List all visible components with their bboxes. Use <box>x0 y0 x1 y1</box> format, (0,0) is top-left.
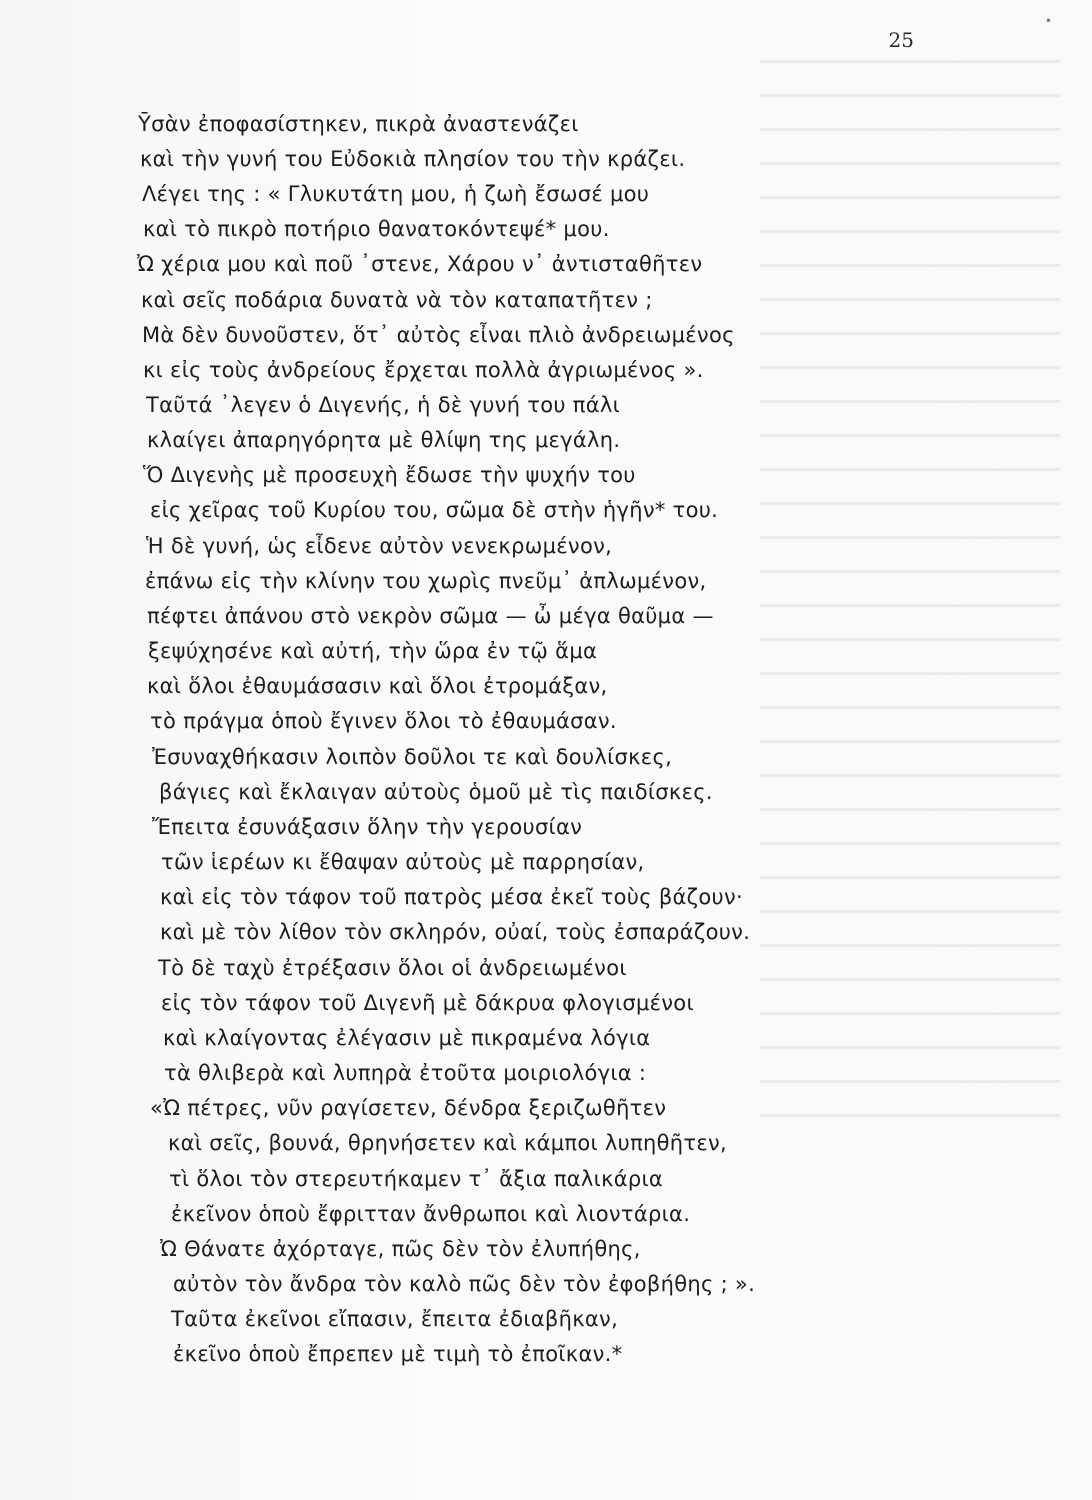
poem-line: κι εἰς τοὺς ἀνδρείους ἔρχεται πολλὰ ἀγριωμένος ». <box>143 358 704 382</box>
poem-line: ἐπάνω εἰς τὴν κλίνην του χωρὶς πνεῦμ᾽ ἀπλωμένον, <box>145 569 707 593</box>
poem-line: Λέγει της : « Γλυκυτάτη μου, ἡ ζωὴ ἔσωσέ μου <box>142 182 650 206</box>
corner-mark: • <box>1044 14 1052 28</box>
poem-line: «Ὠ πέτρες, νῦν ραγίσετεν, δένδρα ξεριζωθῆτεν <box>150 1096 667 1120</box>
poem-line: βάγιες καὶ ἔκλαιγαν αὐτοὺς ὁμοῦ μὲ τὶς παιδίσκες. <box>159 780 713 804</box>
poem-line: Ταῦτα ἐκεῖνοι εἴπασιν, ἔπειτα ἐδιαβῆκαν, <box>171 1307 619 1331</box>
poem-line: τὰ θλιβερὰ καὶ λυπηρὰ ἐτοῦτα μοιριολόγια : <box>164 1061 647 1085</box>
poem-line: καὶ κλαίγοντας ἐλέγασιν μὲ πικραμένα λόγια <box>163 1026 651 1050</box>
poem-line: καὶ ὅλοι ἐθαυμάσασιν καὶ ὅλοι ἐτρομάξαν, <box>147 674 608 698</box>
poem-line: τῶν ἱερέων κι ἔθαψαν αὐτοὺς μὲ παρρησίαν, <box>161 850 645 874</box>
poem-line: τὸ πράγμα ὁποὺ ἔγινεν ὅλοι τὸ ἐθαυμάσαν. <box>150 709 617 733</box>
poem-line: ἐκεῖνο ὁποὺ ἔπρεπεν μὲ τιμὴ τὸ ἐποῖκαν.* <box>173 1342 623 1366</box>
poem-line: αὐτὸν τὸν ἄνδρα τὸν καλὸ πῶς δὲν τὸν ἐφοβήθης ; ». <box>173 1272 756 1296</box>
poem-line: Ταῦτά ᾽λεγεν ὁ Διγενής, ἡ δὲ γυνή του πάλι <box>146 393 621 417</box>
poem-line: Ἡ δὲ γυνή, ὡς εἶδενε αὐτὸν νενεκρωμένον, <box>146 534 613 558</box>
poem-line: Ἔπειτα ἐσυνάξασιν ὅλην τὴν γερουσίαν <box>152 815 583 839</box>
poem-line: Τὸ δὲ ταχὺ ἐτρέξασιν ὅλοι οἱ ἀνδρειωμένοι <box>158 956 627 980</box>
poem-line: Ὅ Διγενὴς μὲ προσευχὴ ἔδωσε τὴν ψυχήν του <box>143 463 636 487</box>
poem-line: Μὰ δὲν δυνοῦστεν, ὅτ᾽ αὐτὸς εἶναι πλιὸ ἀνδρειωμένος <box>142 323 735 347</box>
poem-line: τὶ ὅλοι τὸν στερευτήκαμεν τ᾽ ἄξια παλικάρια <box>169 1167 664 1191</box>
poem-line: Ῡσὰν ἐποφασίστηκεν, πικρὰ ἀναστενάζει <box>138 112 579 136</box>
poem-line: Ὠ χέρια μου καὶ ποῦ ᾽στενε, Χάρου ν᾽ ἀντισταθῆτεν <box>137 252 703 276</box>
poem-line: καὶ μὲ τὸν λίθον τὸν σκληρόν, οὐαί, τοὺς ἐσπαράζουν. <box>160 920 751 944</box>
poem-line: Ὠ Θάνατε ἀχόρταγε, πῶς δὲν τὸν ἐλυπήθης, <box>160 1237 641 1261</box>
poem-line: καὶ σεῖς, βουνά, θρηνήσετεν καὶ κάμποι λυπηθῆτεν, <box>168 1131 727 1155</box>
poem-line: Ἐσυναχθήκασιν λοιπὸν δοῦλοι τε καὶ δουλίσκες, <box>152 745 673 769</box>
poem-line: καὶ τὸ πικρὸ ποτήριο θανατοκόντεψέ* μου. <box>143 217 610 241</box>
poem-line: εἰς τὸν τάφον τοῦ Διγενῆ μὲ δάκρυα φλογισμένοι <box>161 991 694 1015</box>
poem-line: καὶ εἰς τὸν τάφον τοῦ πατρὸς μέσα ἐκεῖ τοὺς βάζουν· <box>160 885 743 909</box>
poem-line: ξεψύχησένε καὶ αὐτή, τὴν ὥρα ἐν τῷ ἅμα <box>148 639 598 663</box>
page-number: 25 <box>888 28 914 52</box>
poem-line: καὶ σεῖς ποδάρια δυνατὰ νὰ τὸν καταπατῆτεν ; <box>141 288 653 312</box>
poem-line: εἰς χεῖρας τοῦ Κυρίου του, σῶμα δὲ στὴν ἡγῆν* του. <box>150 498 719 522</box>
poem-line: κλαίγει ἀπαρηγόρητα μὲ θλίψη της μεγάλη. <box>147 428 621 452</box>
poem-line: πέφτει ἀπάνου στὸ νεκρὸν σῶμα — ὦ μέγα θαῦμα — <box>147 604 714 628</box>
poem-line: ἐκεῖνον ὁποὺ ἔφριτταν ἄνθρωποι καὶ λιοντάρια. <box>171 1202 691 1226</box>
poem-line: καὶ τὴν γυνή του Εὐδοκιὰ πλησίον του τὴν κράζει. <box>140 147 686 171</box>
